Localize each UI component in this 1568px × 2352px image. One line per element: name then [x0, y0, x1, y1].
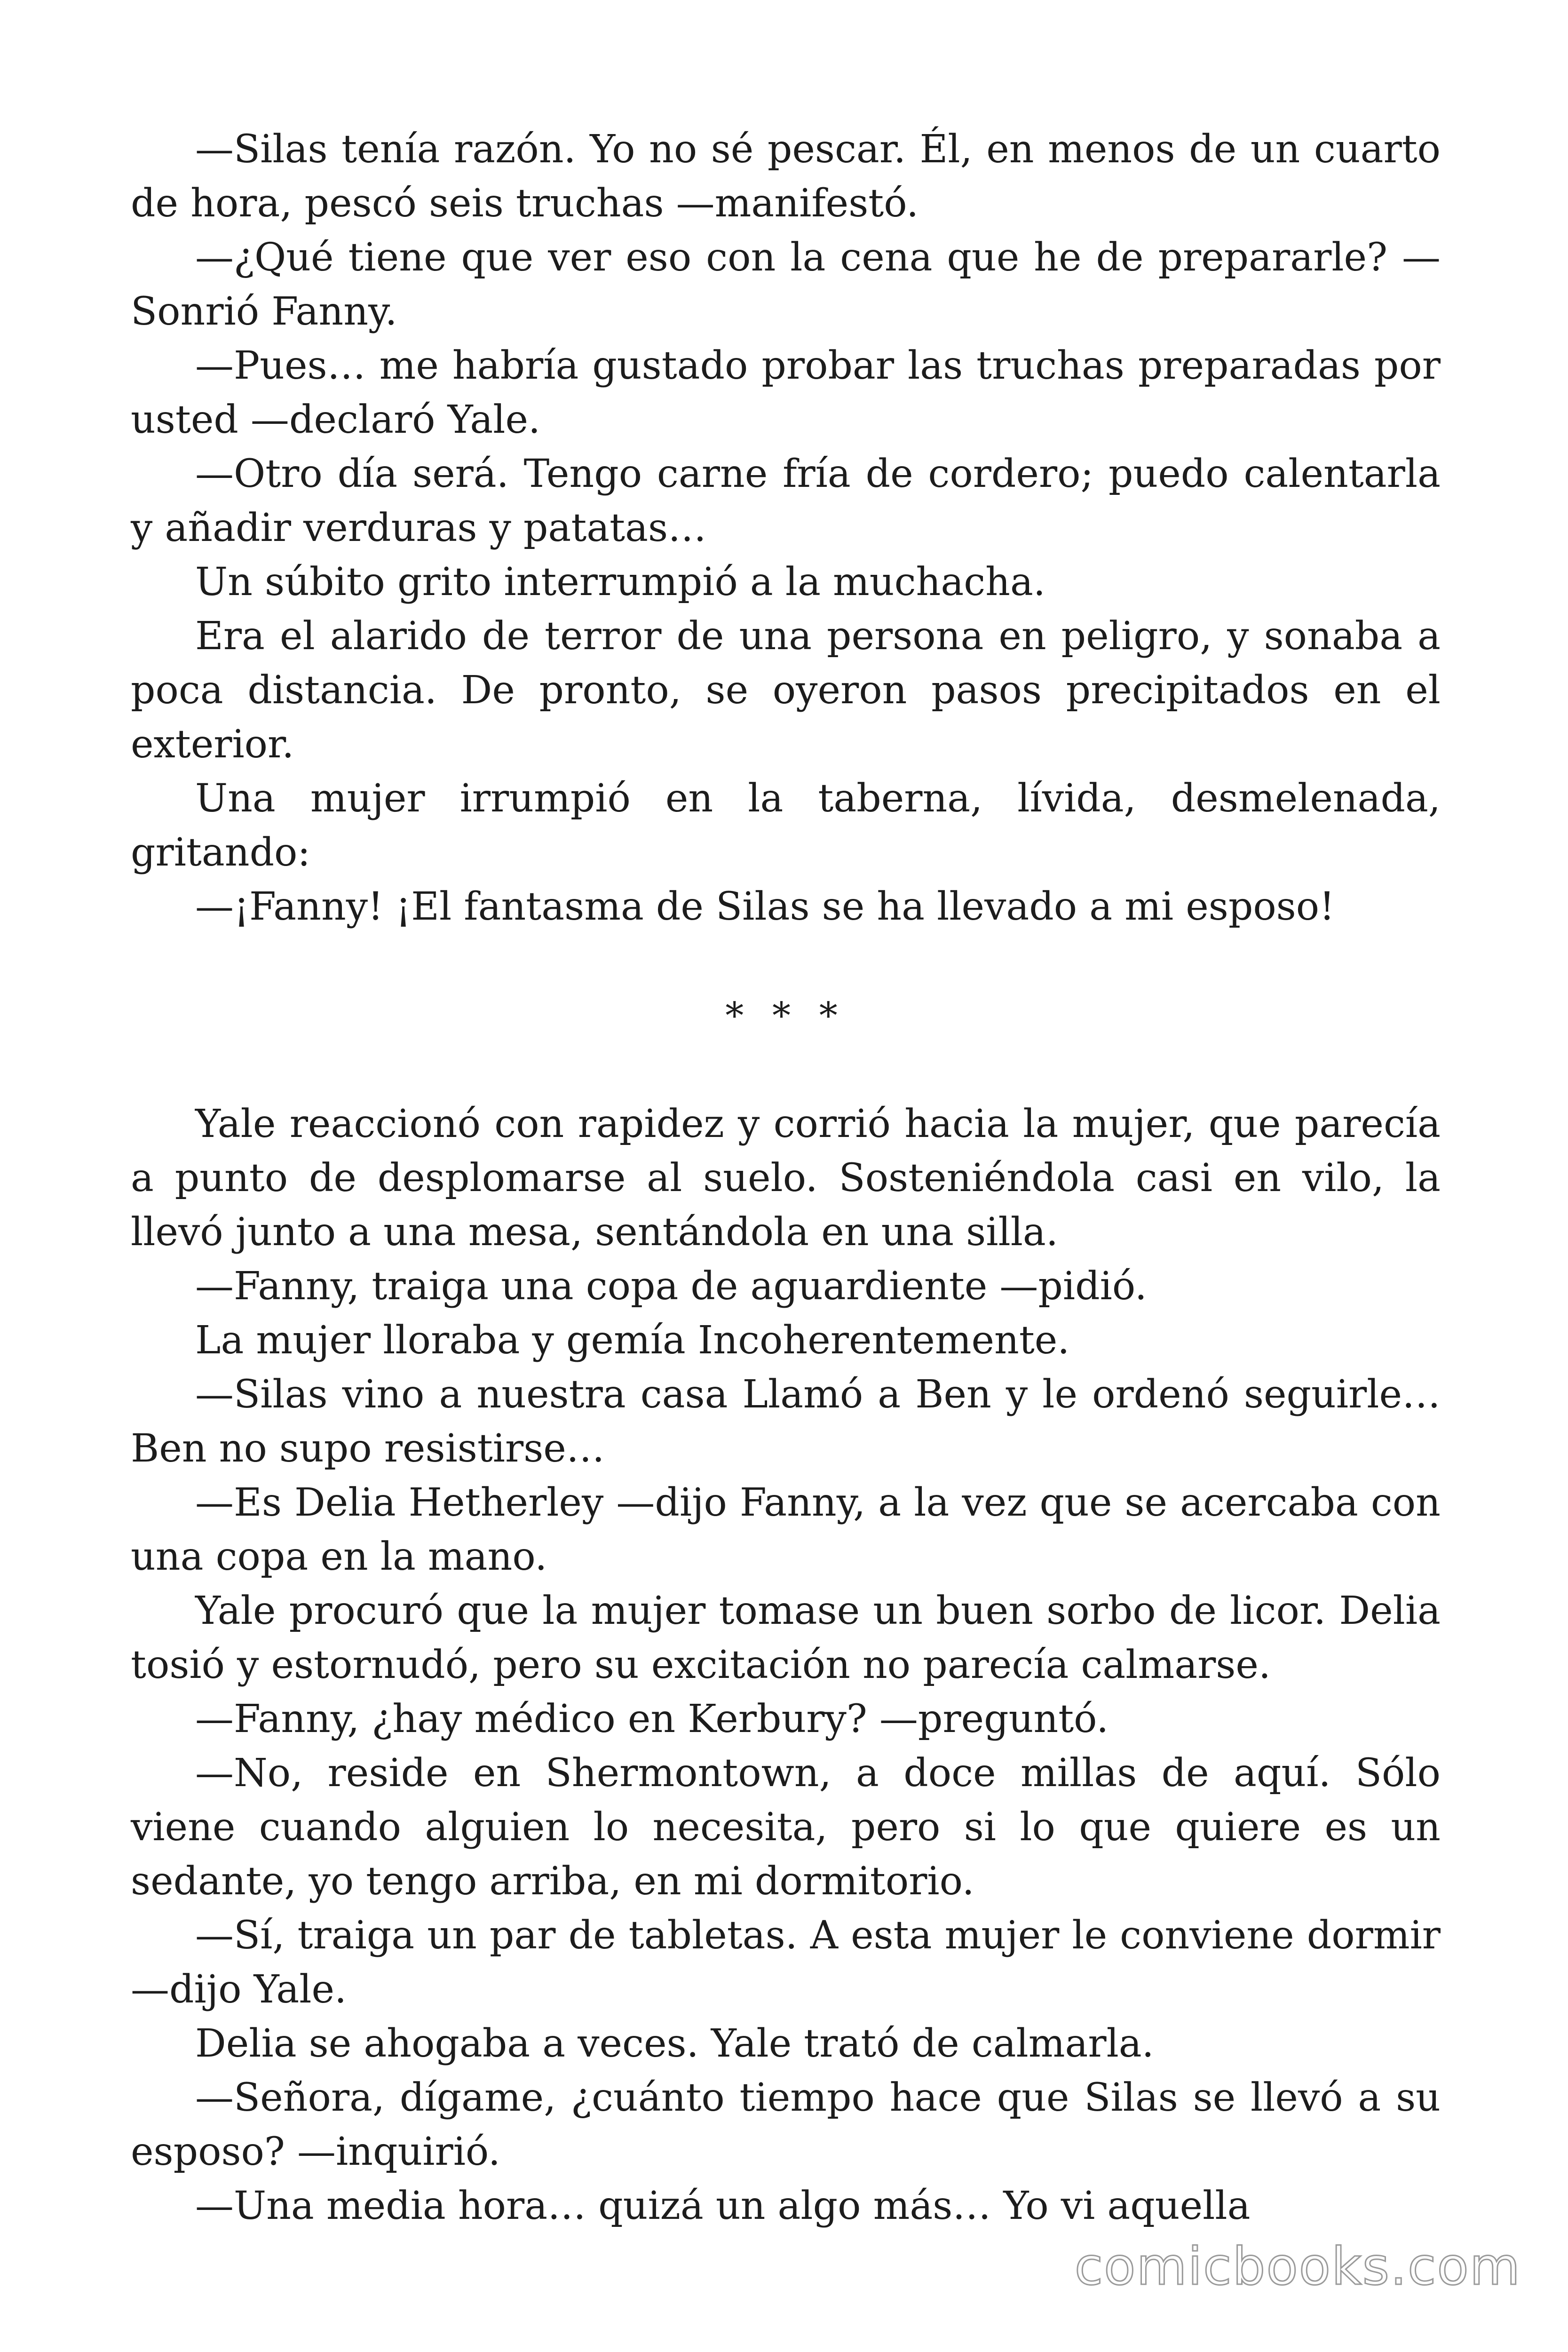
paragraph: Un súbito grito interrumpió a la muchacha. — [195, 560, 1045, 604]
paragraph: —No, reside en Shermontown, a doce millas de aquí. Sólo viene cuando alguien lo necesita, pero si lo que quiere es un sedante, yo tengo arriba, en mi dormitorio. — [131, 1751, 1441, 1904]
scene-break: * * * — [725, 995, 846, 1037]
paragraph: Yale procuró que la mujer tomase un buen sorbo de licor. Delia tosió y estornudó, pero su excitación no parecía calmarse. — [131, 1589, 1441, 1687]
paragraph: —Señora, dígame, ¿cuánto tiempo hace que Silas se llevó a su esposo? —inquirió. — [131, 2075, 1441, 2174]
book-page-text — [131, 122, 1441, 2233]
paragraph: —Es Delia Hetherley —dijo Fanny, a la vez que se acercaba con una copa en la mano. — [131, 1480, 1441, 1579]
paragraph: Yale reaccionó con rapidez y corrió hacia la mujer, que parecía a punto de desplomarse al suelo. Sosteniéndola casi en vilo, la llevó junto a una mesa, sentándola en una silla. — [131, 1102, 1441, 1255]
paragraph: Delia se ahogaba a veces. Yale trató de calmarla. — [195, 2021, 1154, 2066]
paragraph: —Otro día será. Tengo carne fría de cordero; puedo calentarla y añadir verduras y patatas… — [131, 452, 1441, 550]
paragraph: Una mujer irrumpió en la taberna, lívida, desmelenada, gritando: — [131, 776, 1441, 875]
paragraph: —Silas tenía razón. Yo no sé pescar. Él, en menos de un cuarto de hora, pescó seis truchas —manifestó. — [131, 127, 1441, 226]
paragraph: La mujer lloraba y gemía Incoherentemente. — [195, 1318, 1070, 1363]
paragraph: —Fanny, ¿hay médico en Kerbury? —preguntó. — [195, 1697, 1109, 1741]
paragraph: —Sí, traiga un par de tabletas. A esta mujer le conviene dormir —dijo Yale. — [131, 1913, 1441, 2012]
paragraph: Era el alarido de terror de una persona en peligro, y sonaba a poca distancia. De pronto, se oyeron pasos precipitados en el exterior. — [131, 614, 1441, 767]
paragraph: —Pues… me habría gustado probar las truchas preparadas por usted —declaró Yale. — [131, 343, 1441, 442]
paragraph: —¡Fanny! ¡El fantasma de Silas se ha llevado a mi esposo! — [195, 884, 1335, 929]
paragraph: —Silas vino a nuestra casa Llamó a Ben y le ordenó seguirle… Ben no supo resistirse… — [131, 1372, 1441, 1471]
watermark: comicbooks.com — [1074, 2236, 1521, 2296]
paragraph: —Fanny, traiga una copa de aguardiente —pidió. — [195, 1264, 1147, 1309]
paragraph: —Una media hora… quizá un algo más… Yo vi aquella — [195, 2184, 1251, 2228]
paragraph: —¿Qué tiene que ver eso con la cena que he de prepararle? —Sonrió Fanny. — [131, 235, 1441, 334]
